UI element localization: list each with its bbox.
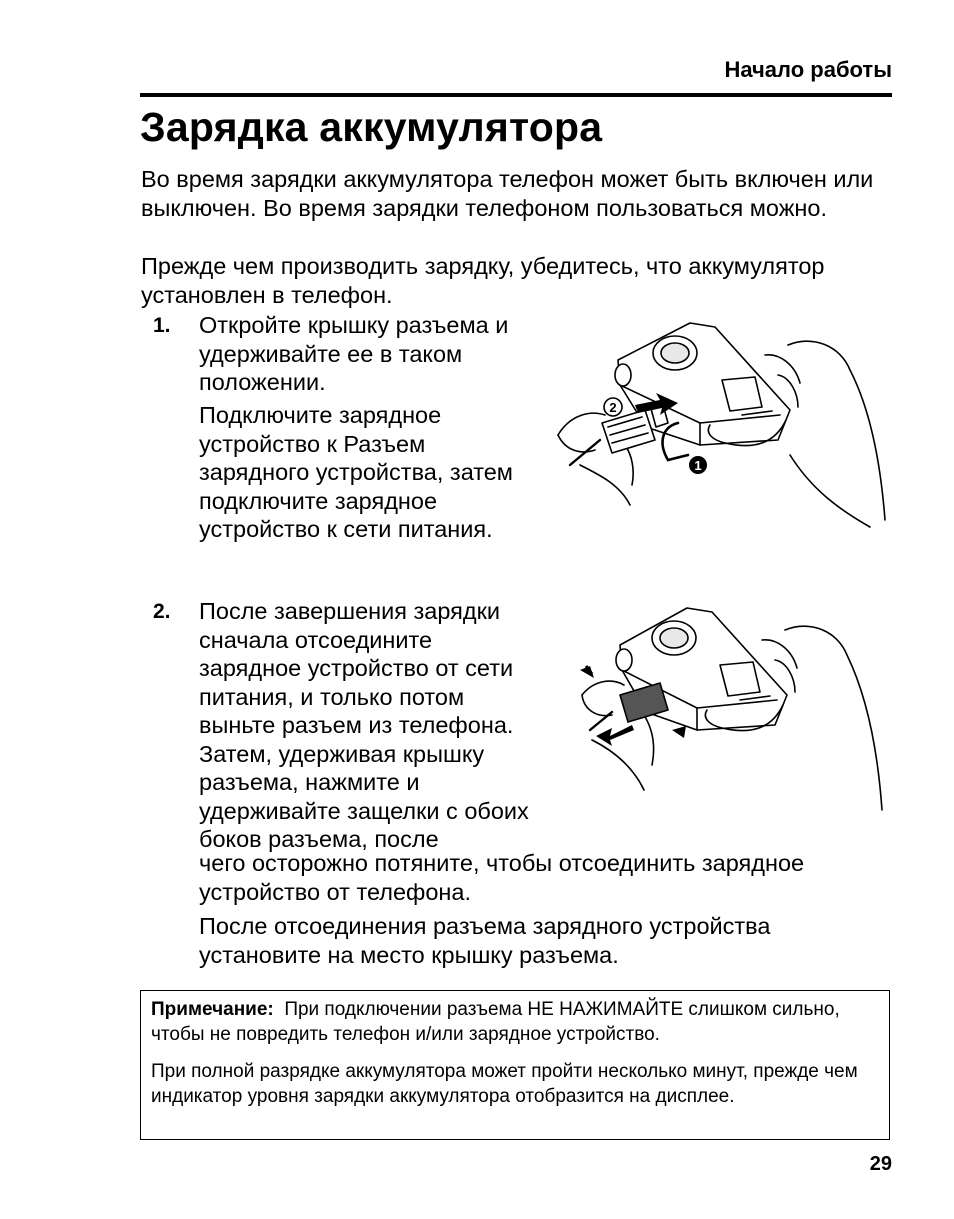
figure-disconnect-charger [572, 600, 902, 818]
intro-paragraph-1: Во время зарядки аккумулятора телефон может быть включен или выключен. Во время зарядки телефоном пользоваться можно. [141, 166, 874, 221]
svg-text:2: 2 [609, 400, 617, 415]
svg-text:1: 1 [694, 458, 702, 473]
step-1-paragraph-2: Подключите зарядное устройство к Разъем зарядного устройства, затем подключите зарядное устройство к сети питания. [199, 402, 513, 542]
page-title: Зарядка аккумулятора [140, 104, 603, 150]
header-rule [140, 93, 892, 97]
step-1-paragraph-1: Откройте крышку разъема и удерживайте ее в таком положении. [199, 312, 509, 395]
note-label: Примечание: [151, 999, 274, 1020]
section-header: Начало работы [724, 57, 892, 82]
note-text-1: При подключении разъема НЕ НАЖИМАЙТЕ слишком сильно, чтобы не повредить телефон и/или зарядное устройство. [151, 999, 840, 1045]
step-1-number: 1. [153, 314, 171, 337]
callout-2 [604, 398, 622, 416]
step-2-paragraph-1-continued: чего осторожно потяните, чтобы отсоединить зарядное устройство от телефона. [199, 850, 805, 905]
note-paragraph-2: При полной разрядке аккумулятора может пройти несколько минут, прежде чем индикатор уровня зарядки аккумулятора отобразится на дисплее. [151, 1061, 858, 1107]
step-2-paragraph-2: После отсоединения разъема зарядного устройства установите на место крышку разъема. [199, 913, 771, 968]
figure-connect-charger [550, 315, 895, 530]
page-number: 29 [869, 1153, 892, 1175]
step-2-paragraph-1: После завершения зарядки сначала отсоедините зарядное устройство от сети питания, и только потом выньте разъем из телефона. Затем, удерживая крышку разъема, нажмите и удерживайте защелки с обоих боков разъема, после [199, 598, 529, 852]
intro-paragraph-2: Прежде чем производить зарядку, убедитесь, что аккумулятор установлен в телефон. [141, 253, 825, 308]
note-paragraph-1 [151, 998, 881, 1047]
step-2-number: 2. [153, 600, 171, 623]
callout-1 [689, 456, 707, 474]
